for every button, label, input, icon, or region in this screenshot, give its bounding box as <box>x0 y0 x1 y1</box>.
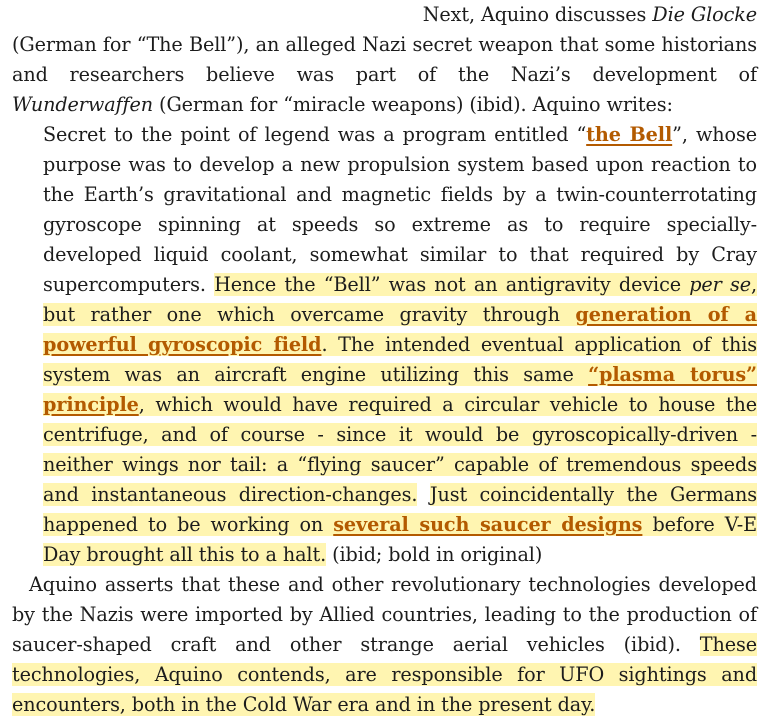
link-saucer-designs[interactable]: several such saucer designs <box>333 513 643 536</box>
highlight-text-1: Hence the “Bell” was not an antigravity device <box>214 273 690 296</box>
intro-text-3: (German for “miracle weapons) (ibid). Aquino writes: <box>153 93 673 116</box>
after-text-1: Aquino asserts that these and other revolutionary technologies developed by the Nazis were imported by Allied countries, leading to the production of saucer-shaped craft and other strange aerial vehicles (ibid). <box>12 573 757 656</box>
highlight-text-3: . The intended eventual application of this system was an aircraft engine utilizing this same <box>43 333 757 386</box>
highlight-text-6: before V-E Day brought all this to a halt. <box>43 513 757 566</box>
highlight-text-4: , which would have required a circular vehicle to house the centrifuge, and of course - since it would be gyroscopically-driven - neither wings nor tail: a “flying saucer” capable of tremendous speeds and instantaneous direction-changes. <box>43 393 757 506</box>
quote-text-1: Secret to the point of legend was a program entitled “ <box>43 123 587 146</box>
link-the-bell[interactable]: the Bell <box>586 123 673 146</box>
intro-text-2: (German for “The Bell”), an alleged Nazi secret weapon that some historians and researchers believe was part of the Nazi’s development of <box>12 33 757 86</box>
article-body <box>12 0 757 720</box>
highlight-quote-1 <box>43 273 757 506</box>
after-paragraph <box>12 570 757 720</box>
link-plasma-torus[interactable]: “plasma torus” principle <box>43 363 757 416</box>
wunderwaffen-term: Wunderwaffen <box>12 93 154 116</box>
link-gyroscopic-field[interactable]: generation of a powerful gyroscopic field <box>43 303 757 356</box>
intro-first-line <box>12 0 757 30</box>
block-quote <box>12 120 757 570</box>
highlight-text-2: , but rather one which overcame gravity through <box>43 273 757 326</box>
quote-citation: (ibid; bold in original) <box>326 543 543 566</box>
quote-text-2: ”, whose purpose was to develop a new propulsion system based upon reaction to the Earth’s gravitational and magnetic fields by a twin-counterrotating gyroscope spinning at speeds so extreme as to require specially-developed liquid coolant, somewhat similar to that required by Cray supercomputers. <box>43 123 757 296</box>
intro-text-1: Next, Aquino discusses <box>422 3 653 26</box>
intro-paragraph <box>12 0 757 120</box>
highlight-after: These technologies, Aquino contends, are responsible for UFO sightings and encounters, both in the Cold War era and in the present day. <box>12 633 757 716</box>
die-glocke-term: Die Glocke <box>652 3 757 26</box>
per-se-term: per se <box>689 273 751 296</box>
highlight-text-5: Just coincidentally the Germans happened to be working on <box>43 483 758 536</box>
